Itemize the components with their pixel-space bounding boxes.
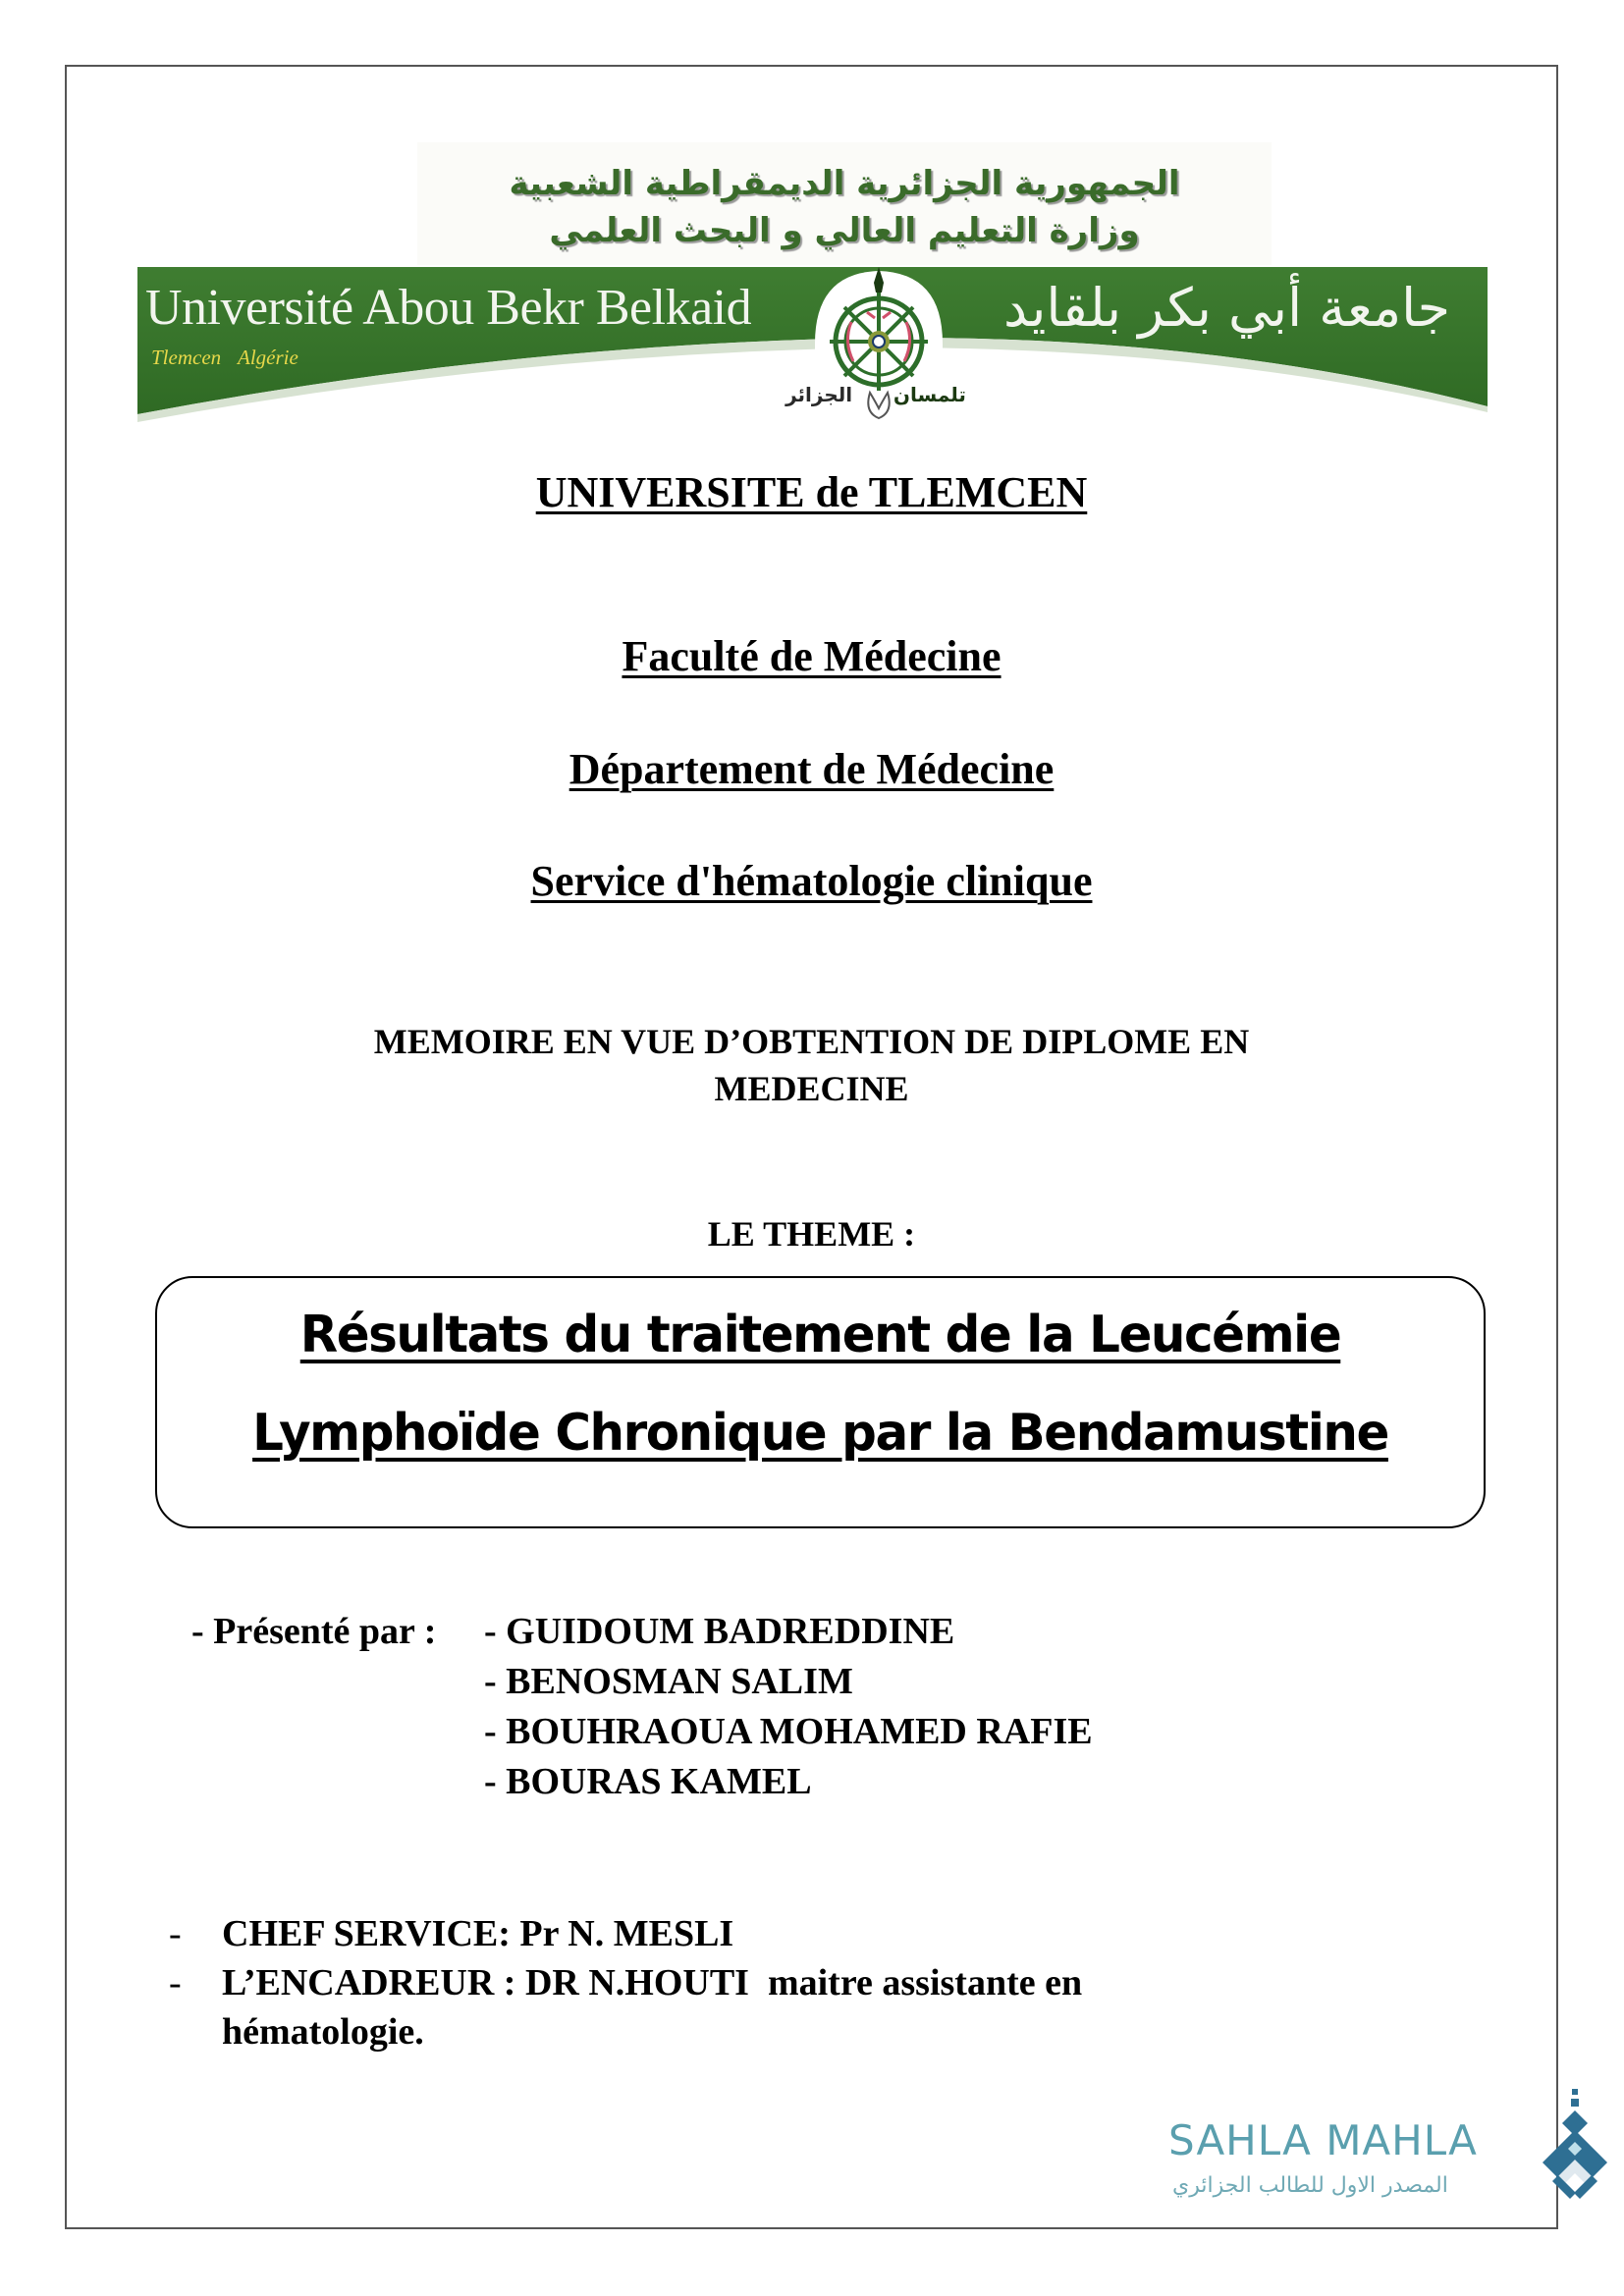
service-heading: Service d'hématologie clinique — [530, 857, 1093, 905]
staff-item-chef-service — [169, 1909, 1082, 1958]
university-name-french: Université Abou Bekr Belkaid — [145, 280, 752, 336]
sahla-mahla-watermark — [1168, 2109, 1620, 2216]
seal-caption-algerie: الجزائر — [785, 383, 853, 406]
staff-list — [169, 1909, 1082, 2056]
university-heading: UNIVERSITE de TLEMCEN — [535, 468, 1088, 516]
watermark-brand: SAHLA MAHLA — [1168, 2116, 1478, 2164]
republic-arabic-title: الجمهورية الجزائرية الديمقراطية الشعبية — [509, 164, 1180, 203]
theme-label: LE THEME : — [707, 1214, 916, 1254]
list-dash: - — [169, 1962, 182, 2003]
university-location: Tlemcen Algérie — [151, 346, 298, 369]
staff-item-encadreur-continued — [169, 2007, 1082, 2056]
university-banner — [137, 267, 1488, 424]
presenter-name: - BOUHRAOUA MOHAMED RAFIE — [484, 1711, 1093, 1752]
watermark-tagline: المصدر الاول للطالب الجزائري — [1172, 2173, 1448, 2198]
chef-service-text: CHEF SERVICE: Pr N. MESLI — [222, 1913, 734, 1954]
presenter-name: - BOURAS KAMEL — [484, 1761, 812, 1802]
seal-caption-tlemcen: تلمسان — [893, 383, 966, 406]
memoire-statement — [65, 1018, 1558, 1112]
theme-title-line-1: Résultats du traitement de la Leucémie — [299, 1306, 1341, 1364]
memoire-line-2: MEDECINE — [714, 1069, 909, 1108]
theme-title-box — [155, 1276, 1486, 1528]
presenter-name: - BENOSMAN SALIM — [484, 1661, 853, 1702]
theme-title-line-2: Lymphoïde Chronique par la Bendamustine — [252, 1404, 1388, 1463]
department-heading: Département de Médecine — [568, 745, 1055, 793]
staff-item-encadreur — [169, 1958, 1082, 2007]
university-name-arabic: جامعة أبي بكر بلقايد — [1003, 277, 1450, 339]
presenter-names — [484, 1607, 1093, 1807]
presented-by-label: - Présenté par : — [191, 1611, 437, 1652]
faculty-heading: Faculté de Médecine — [622, 632, 1001, 680]
list-dash: - — [169, 1913, 182, 1954]
memoire-line-1: MEMOIRE EN VUE D’OBTENTION DE DIPLOME EN — [373, 1022, 1250, 1061]
encadreur-text: L’ENCADREUR : DR N.HOUTI maitre assistante en — [222, 1962, 1083, 2003]
seal-caption — [758, 383, 994, 406]
presenter-name: - GUIDOUM BADREDDINE — [484, 1611, 955, 1652]
ministry-header — [417, 142, 1272, 265]
sahla-mahla-logo-icon — [1537, 2087, 1615, 2205]
encadreur-text-continued: hématologie. — [222, 2011, 424, 2053]
ministry-arabic-title: وزارة التعليم العالي و البحث العلمي — [549, 211, 1140, 250]
